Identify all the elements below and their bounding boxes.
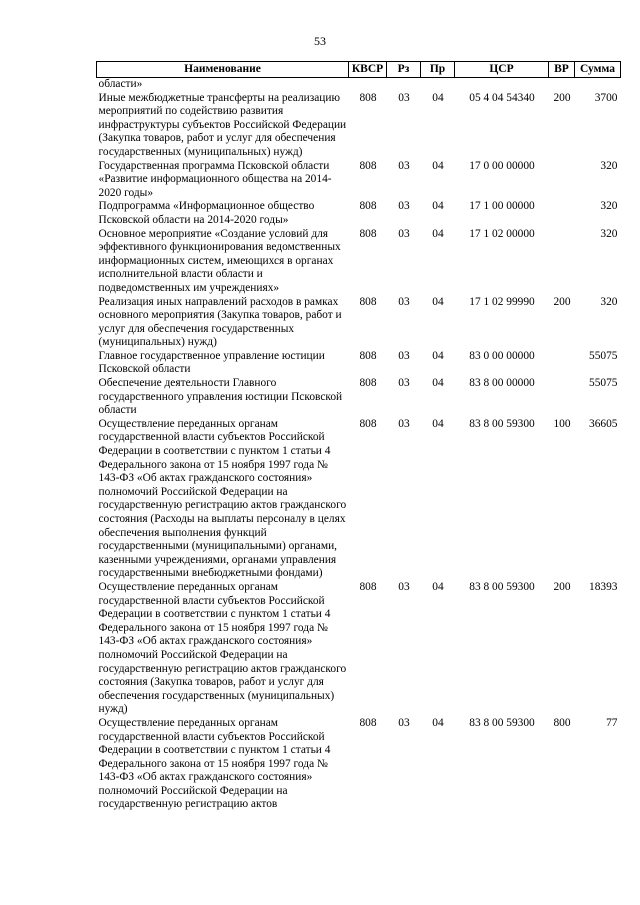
row-sum: 320 (600, 159, 618, 172)
row-vr: 800 (553, 716, 571, 729)
table-row (97, 92, 621, 160)
row-sum: 320 (600, 227, 618, 240)
row-vr (549, 228, 575, 296)
table-header (97, 62, 621, 78)
row-name: Осуществление переданных органам государственной власти субъектов Российской Федерации в соответствии с пунктом 1 статьи 4 Федерального закона от 15 ноября 1997 года № 143-ФЗ «Об актах гражданского состояния» полномочий Российской Федерации на государственную регистрацию актов гражданского состояния (Расходы на выплаты персоналу в целях обеспечения выполнения функций государственными (муниципальными) органами, казенными учреждениями, органами управления государственными внебюджетными фондами) (98, 417, 347, 580)
row-pr: 04 (432, 200, 444, 213)
row-pr (421, 78, 455, 92)
row-sum: 55075 (589, 349, 618, 362)
table-row (97, 717, 621, 812)
row-csr: 83 8 00 59300 (469, 580, 535, 593)
row-kvsr: 808 (359, 227, 377, 240)
row-rz: 03 (398, 91, 410, 104)
row-csr: 83 8 00 59300 (469, 716, 535, 729)
row-vr: 200 (553, 295, 571, 308)
header-rz: Рз (387, 62, 421, 78)
row-rz: 03 (398, 200, 410, 213)
row-pr: 04 (432, 159, 444, 172)
header-name: Наименование (97, 62, 349, 78)
header-vr: ВР (549, 62, 575, 78)
row-rz: 03 (398, 159, 410, 172)
table-row (97, 200, 621, 227)
row-csr: 17 1 02 99990 (469, 295, 535, 308)
row-csr: 17 1 02 00000 (469, 227, 535, 240)
row-kvsr: 808 (359, 349, 377, 362)
row-name: Осуществление переданных органам государственной власти субъектов Российской Федерации в соответствии с пунктом 1 статьи 4 Федерального закона от 15 ноября 1997 года № 143-ФЗ «Об актах гражданского состояния» полномочий Российской Федерации на государственную регистрацию актов гражданского состояния (Закупка товаров, работ и услуг для обеспечения государственных (муниципальных) нужд) (98, 580, 347, 716)
row-csr: 83 8 00 59300 (469, 417, 535, 430)
table-row (97, 377, 621, 418)
row-rz: 03 (398, 716, 410, 729)
row-sum: 36605 (589, 417, 618, 430)
row-pr: 04 (432, 716, 444, 729)
budget-table (96, 61, 621, 812)
table-body (97, 78, 621, 813)
page-number: 53 (314, 34, 326, 48)
row-vr: 200 (553, 580, 571, 593)
row-name: Иные межбюджетные трансферты на реализацию мероприятий по содействию развития инфраструктуры субъектов Российской Федерации (Закупка товаров, работ и услуг для обеспечения государственных (муниципальных) нужд) (98, 91, 347, 158)
row-rz (387, 78, 421, 92)
row-kvsr: 808 (359, 377, 377, 390)
row-sum: 320 (600, 200, 618, 213)
row-kvsr: 808 (359, 716, 377, 729)
row-name: Осуществление переданных органам государственной власти субъектов Российской Федерации в соответствии с пунктом 1 статьи 4 Федерального закона от 15 ноября 1997 года № 143-ФЗ «Об актах гражданского состояния» полномочий Российской Федерации на государственную регистрацию актов (98, 716, 331, 811)
row-csr: 17 0 00 00000 (469, 159, 535, 172)
row-csr: 83 0 00 00000 (469, 349, 535, 362)
row-kvsr: 808 (359, 417, 377, 430)
row-sum: 55075 (589, 377, 618, 390)
row-kvsr: 808 (359, 200, 377, 213)
row-pr: 04 (432, 295, 444, 308)
table-row (97, 581, 621, 717)
row-pr: 04 (432, 349, 444, 362)
row-name: Подпрограмма «Информационное общество Псковской области на 2014-2020 годы» (98, 200, 315, 226)
row-rz: 03 (398, 580, 410, 593)
row-name: области» (98, 78, 143, 90)
row-name: Государственная программа Псковской области «Развитие информационного общества на 2014-2020 годы» (98, 159, 332, 199)
row-name: Основное мероприятие «Создание условий для эффективного функционирования ведомственных информационных систем, имеющихся в органах исполнительной власти области и подведомственных им учреждениях» (98, 227, 341, 294)
row-rz: 03 (398, 295, 410, 308)
header-sum: Сумма (575, 62, 621, 78)
row-rz: 03 (398, 377, 410, 390)
row-kvsr: 808 (359, 295, 377, 308)
table-row (97, 228, 621, 296)
row-pr: 04 (432, 227, 444, 240)
row-csr: 83 8 00 00000 (469, 377, 535, 390)
row-name: Обеспечение деятельности Главного государственного управления юстиции Псковской области (98, 377, 343, 417)
row-sum: 77 (606, 716, 618, 729)
row-vr (549, 377, 575, 418)
row-pr: 04 (432, 377, 444, 390)
row-csr: 17 1 00 00000 (469, 200, 535, 213)
table-row (97, 418, 621, 581)
row-csr (455, 78, 549, 92)
table-row (97, 350, 621, 377)
row-vr (549, 78, 575, 92)
table-row (97, 78, 621, 92)
row-kvsr: 808 (359, 159, 377, 172)
row-vr (549, 350, 575, 377)
row-sum: 3700 (594, 91, 618, 104)
row-vr: 200 (553, 91, 571, 104)
row-rz: 03 (398, 227, 410, 240)
row-kvsr: 808 (359, 91, 377, 104)
header-pr: Пр (421, 62, 455, 78)
header-kvsr: КВСР (349, 62, 387, 78)
row-rz: 03 (398, 349, 410, 362)
row-name: Главное государственное управление юстиции Псковской области (98, 349, 325, 376)
row-name: Реализация иных направлений расходов в рамках основного мероприятия (Закупка товаров, работ и услуг для обеспечения государственных (муниципальных) нужд) (98, 295, 342, 349)
row-sum: 18393 (589, 580, 618, 593)
row-vr (549, 200, 575, 227)
row-pr: 04 (432, 417, 444, 430)
row-pr: 04 (432, 580, 444, 593)
row-vr: 100 (553, 417, 571, 430)
row-csr: 05 4 04 54340 (469, 91, 535, 104)
row-sum (575, 78, 621, 92)
row-kvsr (349, 78, 387, 92)
row-kvsr: 808 (359, 580, 377, 593)
row-vr (549, 160, 575, 201)
row-rz: 03 (398, 417, 410, 430)
row-pr: 04 (432, 91, 444, 104)
table-row (97, 296, 621, 350)
table-row (97, 160, 621, 201)
row-sum: 320 (600, 295, 618, 308)
header-csr: ЦСР (455, 62, 549, 78)
